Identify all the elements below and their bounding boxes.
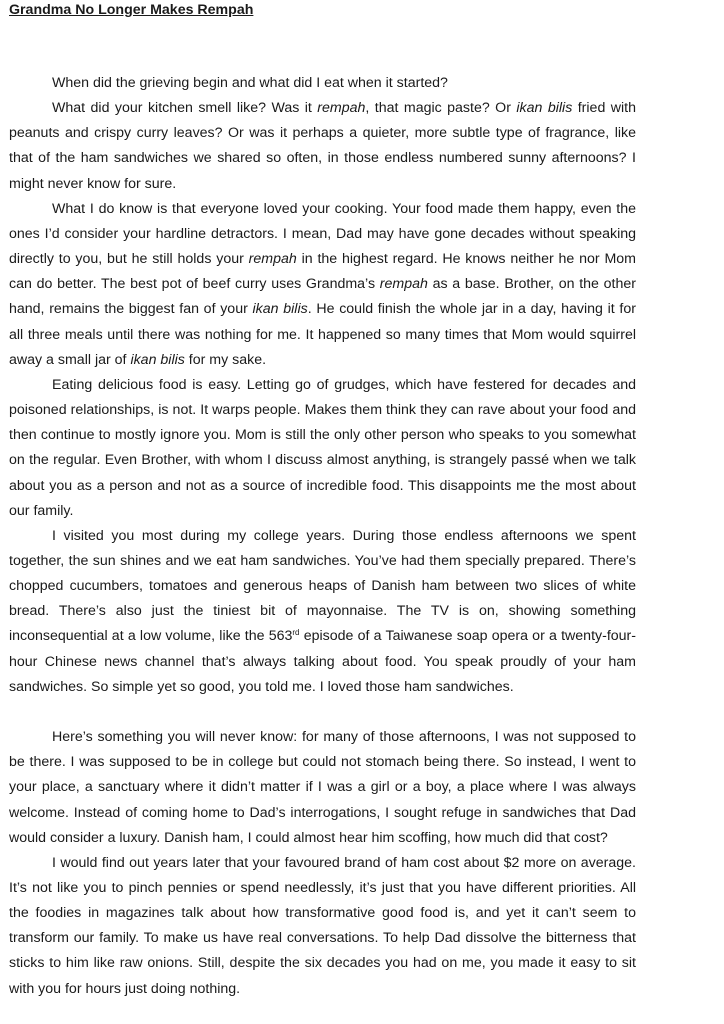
paragraph xyxy=(9,96,636,197)
text-run: . He could finish the whole jar in a day, having it for all three meals until there was nothing for me. It happened so many times that Mom would squirrel away a small jar of xyxy=(9,301,636,368)
italic-term: ikan bilis xyxy=(252,301,308,318)
ordinal-suffix: rd xyxy=(292,628,300,638)
paragraph xyxy=(9,851,636,1002)
paragraph xyxy=(9,725,636,851)
text-run: I visited you most during my college years. During those endless afternoons we spent together, the sun shines and we eat ham sandwiches. You’ve had them specially prepared. There’s chopped cucumbers, tomatoes and generous heaps of Danish ham between two slices of white bread. There’s also just the tiniest bit of mayonnaise. The TV is on, showing something inconsequential at a low volume, like the 563 xyxy=(9,527,636,645)
paragraph xyxy=(9,373,636,524)
italic-term: rempah xyxy=(248,251,297,268)
text-run: as a base. Brother, on the other hand, remains the biggest fan of your xyxy=(9,276,636,318)
text-run: , that magic paste? Or xyxy=(365,100,517,117)
text-run: Eating delicious food is easy. Letting go of grudges, which have festered for decades and poisoned relationships, is not. It warps people. Makes them think they can rave about your food and then continue to mostly ignore you. Mom is still the only other person who speaks to you somewhat on the regular. Even Brother, with whom I discuss almost anything, is strangely passé when we talk about you as a person and not as a source of incredible food. This disappoints me the most about our family. xyxy=(9,376,636,519)
text-run: Here’s something you will never know: for many of those afternoons, I was not supposed to be there. I was supposed to be in college but could not stomach being there. So instead, I went to your place, a sanctuary where it didn’t matter if I was a girl or a boy, a place where I was always welcome. Instead of coming home to Dad’s interrogations, I sought refuge in sandwiches that Dad would consider a luxury. Danish ham, I could almost hear him scoffing, how much did that cost? xyxy=(9,729,636,846)
paragraph xyxy=(9,524,636,700)
italic-term: rempah xyxy=(379,276,428,293)
text-run: When did the grieving begin and what did I eat when it started? xyxy=(52,75,448,91)
text-run: fried with peanuts and crispy curry leaves? Or was it perhaps a quieter, more subtle type of fragrance, like that of the ham sandwiches we shared so often, in those endless numbered sunny afternoons? I might never know for sure. xyxy=(9,100,636,192)
italic-term: ikan bilis xyxy=(516,100,573,117)
text-run: in the highest regard. He knows neither he nor Mom can do better. The best pot of beef curry uses Grandma’s xyxy=(9,251,636,293)
text-run: for my sake. xyxy=(184,351,267,368)
paragraph xyxy=(9,197,636,373)
document-title: Grandma No Longer Makes Rempah xyxy=(9,2,254,18)
italic-term: ikan bilis xyxy=(130,351,185,368)
text-run: episode of a Taiwanese soap opera or a twenty-four-hour Chinese news channel that’s always talking about food. You speak proudly of your ham sandwiches. So simple yet so good, you told me. I loved those ham sandwiches. xyxy=(9,628,636,695)
text-run: What I do know is that everyone loved your cooking. Your food made them happy, even the ones I’d consider your hardline detractors. I mean, Dad may have gone decades without speaking directly to you, but he still holds your xyxy=(9,200,636,268)
document-body xyxy=(9,71,636,1002)
paragraph xyxy=(9,71,636,96)
italic-term: rempah xyxy=(317,100,366,117)
text-run: I would find out years later that your favoured brand of ham cost about $2 more on average. It’s not like you to pinch pennies or spend needlessly, it’s just that you have different priorities. All the foodies in magazines talk about how transformative good food is, and yet it can’t seem to transform our family. To make us have real conversations. To help Dad dissolve the bitterness that sticks to him like raw onions. Still, despite the six decades you had on me, you made it easy to sit with you for hours just doing nothing. xyxy=(9,854,636,997)
text-run: What did your kitchen smell like? Was it xyxy=(52,100,318,117)
